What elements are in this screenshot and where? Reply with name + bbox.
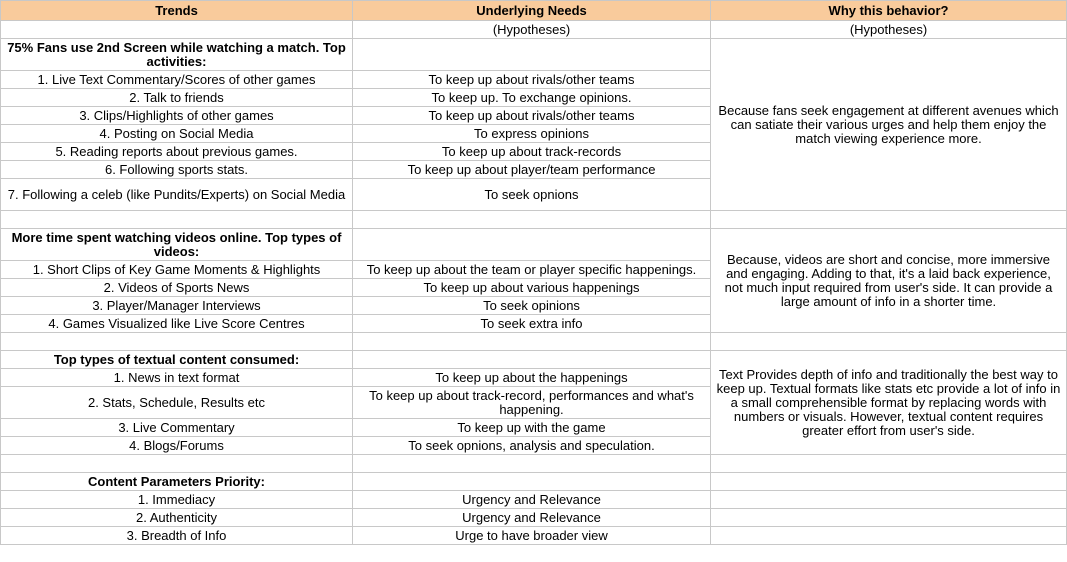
need-cell: To keep up about various happenings — [353, 279, 711, 297]
empty-cell — [353, 333, 711, 351]
header-underlying-needs: Underlying Needs — [353, 1, 711, 21]
spacer-row — [1, 211, 1067, 229]
subheader-empty — [1, 21, 353, 39]
section1-title-need-empty — [353, 39, 711, 71]
header-why-behavior: Why this behavior? — [711, 1, 1067, 21]
empty-cell — [711, 527, 1067, 545]
section3-title-need-empty — [353, 351, 711, 369]
trend-cell: 4. Posting on Social Media — [1, 125, 353, 143]
trend-cell: 3. Live Commentary — [1, 419, 353, 437]
empty-cell — [1, 333, 353, 351]
empty-cell — [711, 509, 1067, 527]
section2-title-row — [1, 229, 1067, 261]
trend-cell: 3. Breadth of Info — [1, 527, 353, 545]
trend-cell: 1. Short Clips of Key Game Moments & Highlights — [1, 261, 353, 279]
need-cell: To keep up about the team or player specific happenings. — [353, 261, 711, 279]
spacer-row — [1, 455, 1067, 473]
need-cell: To keep up about track-record, performances and what's happening. — [353, 387, 711, 419]
empty-cell — [711, 455, 1067, 473]
table-row — [1, 509, 1067, 527]
empty-cell — [711, 211, 1067, 229]
trend-cell: 3. Player/Manager Interviews — [1, 297, 353, 315]
header-row — [1, 1, 1067, 21]
need-cell: To keep up about rivals/other teams — [353, 71, 711, 89]
header-trends: Trends — [1, 1, 353, 21]
empty-cell — [353, 211, 711, 229]
section4-title-row — [1, 473, 1067, 491]
table-row — [1, 527, 1067, 545]
need-cell: To seek opnions, analysis and speculation. — [353, 437, 711, 455]
section3-title-row — [1, 351, 1067, 369]
need-cell: To keep up about track-records — [353, 143, 711, 161]
trend-cell: 1. Immediacy — [1, 491, 353, 509]
need-cell: To keep up about the happenings — [353, 369, 711, 387]
trend-cell: 2. Videos of Sports News — [1, 279, 353, 297]
trend-cell: 2. Stats, Schedule, Results etc — [1, 387, 353, 419]
trend-cell: 4. Games Visualized like Live Score Centres — [1, 315, 353, 333]
trend-cell: 2. Talk to friends — [1, 89, 353, 107]
section2-why: Because, videos are short and concise, more immersive and engaging. Adding to that, it's a laid back experience, not much input required from user's side. It can provide a large amount of info in a shorter time. — [711, 229, 1067, 333]
section1-title: 75% Fans use 2nd Screen while watching a match. Top activities: — [1, 39, 353, 71]
section3-why: Text Provides depth of info and traditionally the best way to keep up. Textual formats like stats etc provide a lot of info in a small comprehensible format by replacing words with numbers or visuals. However, textual content requires greater effort from user's side. — [711, 351, 1067, 455]
trend-cell: 7. Following a celeb (like Pundits/Experts) on Social Media — [1, 179, 353, 211]
trend-cell: 6. Following sports stats. — [1, 161, 353, 179]
section3-title: Top types of textual content consumed: — [1, 351, 353, 369]
empty-cell — [711, 333, 1067, 351]
empty-cell — [353, 455, 711, 473]
trend-cell: 4. Blogs/Forums — [1, 437, 353, 455]
empty-cell — [353, 473, 711, 491]
subheader-row — [1, 21, 1067, 39]
trend-cell: 3. Clips/Highlights of other games — [1, 107, 353, 125]
trend-cell: 5. Reading reports about previous games. — [1, 143, 353, 161]
section1-why: Because fans seek engagement at different avenues which can satiate their various urges and help them enjoy the match viewing experience more. — [711, 39, 1067, 211]
empty-cell — [1, 455, 353, 473]
need-cell: To keep up about player/team performance — [353, 161, 711, 179]
trend-cell: 1. Live Text Commentary/Scores of other games — [1, 71, 353, 89]
need-cell: To keep up. To exchange opinions. — [353, 89, 711, 107]
need-cell: To seek opnions — [353, 179, 711, 211]
table-row — [1, 491, 1067, 509]
section4-title: Content Parameters Priority: — [1, 473, 353, 491]
subheader-hypotheses-needs: (Hypotheses) — [353, 21, 711, 39]
need-cell: To seek opinions — [353, 297, 711, 315]
section1-title-row — [1, 39, 1067, 71]
spacer-row — [1, 333, 1067, 351]
need-cell: Urge to have broader view — [353, 527, 711, 545]
trend-cell: 1. News in text format — [1, 369, 353, 387]
empty-cell — [1, 211, 353, 229]
need-cell: Urgency and Relevance — [353, 491, 711, 509]
subheader-hypotheses-why: (Hypotheses) — [711, 21, 1067, 39]
empty-cell — [711, 491, 1067, 509]
need-cell: To keep up with the game — [353, 419, 711, 437]
section2-title-need-empty — [353, 229, 711, 261]
section2-title: More time spent watching videos online. Top types of videos: — [1, 229, 353, 261]
empty-cell — [711, 473, 1067, 491]
trend-cell: 2. Authenticity — [1, 509, 353, 527]
need-cell: Urgency and Relevance — [353, 509, 711, 527]
need-cell: To express opinions — [353, 125, 711, 143]
need-cell: To keep up about rivals/other teams — [353, 107, 711, 125]
need-cell: To seek extra info — [353, 315, 711, 333]
